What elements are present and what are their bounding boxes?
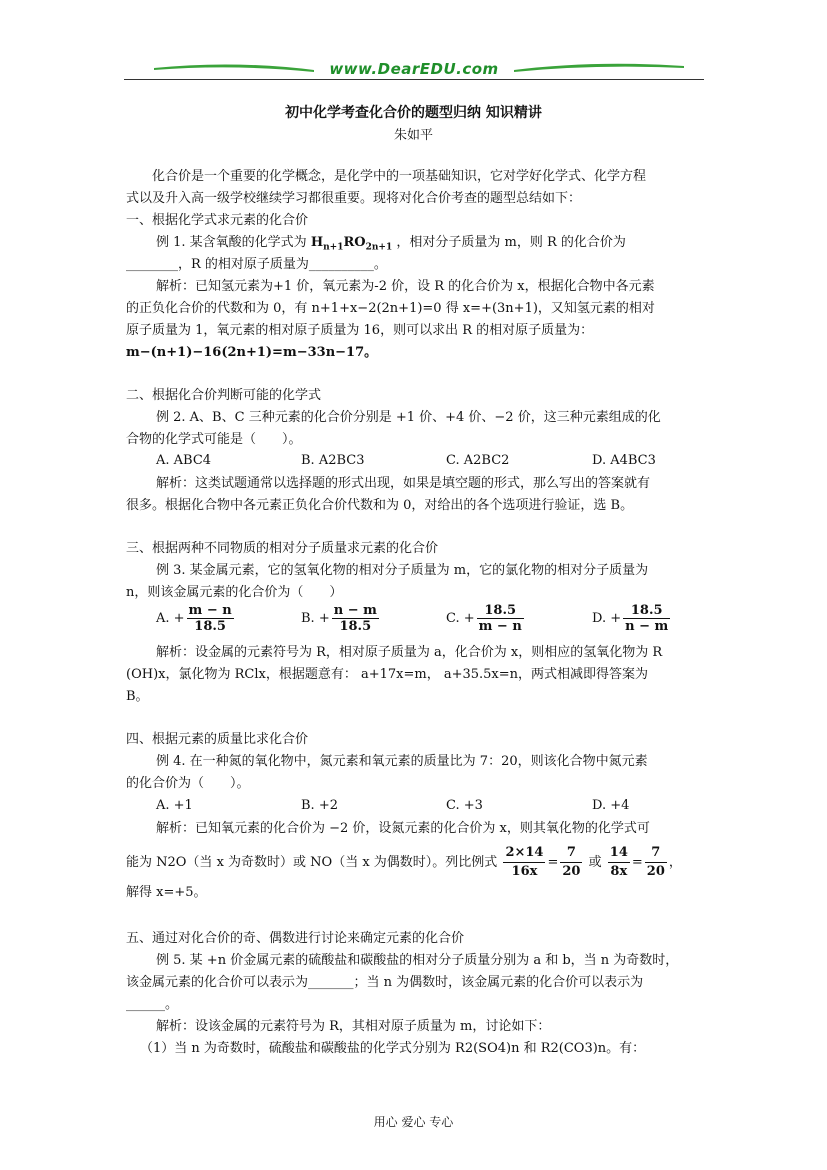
option-4d: D. +4 [592, 798, 630, 813]
example-4-line-1: 例 4. 在一种氮的氧化物中，氮元素和氧元素的质量比为 7：20，则该化合物中氮元素 [156, 754, 648, 769]
section-5-heading: 五、通过对化合价的奇、偶数进行讨论来确定元素的化合价 [126, 931, 465, 946]
intro-line-1: 化合价是一个重要的化学概念，是化学中的一项基础知识，它对学好化学式、化学方程 [152, 169, 647, 184]
section-1-heading: 一、根据化学式求元素的化合价 [126, 213, 309, 228]
page-title: 初中化学考查化合价的题型归纳 知识精讲 [285, 105, 542, 121]
option-2b: B. A2BC3 [301, 453, 365, 468]
analysis-4-line-3: 解得 x=+5。 [126, 885, 207, 900]
section-3-heading: 三、根据两种不同物质的相对分子质量求元素的化合价 [126, 541, 439, 556]
page-footer: 用心 爱心 专心 [373, 1115, 454, 1129]
analysis-1-line-4: m−(n+1)−16(2n+1)=m−33n−17。 [126, 345, 378, 360]
analysis-3-line-1: 解析：设金属的元素符号为 R，相对原子质量为 a，化合价为 x，则相应的氢氧化物为 R [156, 645, 663, 660]
site-url: www.DearEDU.com [329, 60, 499, 78]
author: 朱如平 [393, 128, 433, 143]
example-5-line-2: 该金属元素的化合价可以表示为_______；当 n 为偶数时，该金属元素的化合价可以表示为 [126, 975, 644, 990]
analysis-5-line-2: （1）当 n 为奇数时，硫酸盐和碳酸盐的化学式分别为 R2(SO4)n 和 R2(CO3)n。有： [140, 1041, 646, 1056]
section-2-heading: 二、根据化合价判断可能的化学式 [126, 388, 322, 403]
analysis-2-line-1: 解析：这类试题通常以选择题的形式出现，如果是填空题的形式，那么写出的答案就有 [156, 476, 651, 491]
analysis-3-line-3: B。 [126, 689, 149, 704]
analysis-1-line-2: 的正负化合价的代数和为 0，有 n+1+x−2(2n+1)=0 得 x=+(3n+1)，又知氢元素的相对 [126, 301, 655, 316]
intro-line-2: 式以及升入高一级学校继续学习都很重要。现将对化合价考查的题型总结如下： [126, 191, 582, 206]
header-rule [124, 79, 704, 80]
example-5-line-3: ______。 [126, 997, 179, 1012]
analysis-2-line-2: 很多。根据化合物中各元素正负化合价代数和为 0，对给出的各个选项进行验证，选 B。 [126, 498, 634, 513]
example-1-line-1: 例 1. 某含氧酸的化学式为 $H_{n+1}RO_{2n+1}$ ，相对分子质量为 m，则 R 的化合价为 [156, 235, 626, 253]
option-2c: C. A2BC2 [446, 453, 510, 468]
analysis-4-line-1: 解析：已知氧元素的化合价为 −2 价，设氮元素的化合价为 x，则其氧化物的化学式可 [156, 821, 650, 836]
option-3a: A. + $\frac{m - n}{18.5}$ [156, 603, 232, 634]
option-4b: B. +2 [301, 798, 338, 813]
section-4-heading: 四、根据元素的质量比求化合价 [126, 732, 309, 747]
option-2d: D. A4BC3 [592, 453, 656, 468]
example-3-line-2: n，则该金属元素的化合价为（ ） [126, 585, 343, 600]
example-4-line-2: 的化合价为（ ）。 [126, 776, 250, 791]
example-3-line-1: 例 3. 某金属元素，它的氢氧化物的相对分子质量为 m，它的氯化物的相对分子质量为 [156, 563, 649, 578]
example-2-line-1: 例 2. A、B、C 三种元素的化合价分别是 +1 价、+4 价、−2 价，这三种元素组成的化 [156, 410, 661, 425]
option-4a: A. +1 [156, 798, 193, 813]
example-5-line-1: 例 5. 某 +n 价金属元素的硫酸盐和碳酸盐的相对分子质量分别为 a 和 b，当 n 为奇数时， [156, 953, 679, 968]
analysis-1-line-1: 解析：已知氢元素为+1 价，氧元素为-2 价，设 R 的化合价为 x，根据化合物中各元素 [156, 279, 655, 294]
option-4c: C. +3 [446, 798, 483, 813]
option-3c: C. + $\frac{18.5}{m - n}$ [446, 603, 522, 634]
example-2-line-2: 合物的化学式可能是（ ）。 [126, 432, 302, 447]
option-2a: A. ABC4 [156, 453, 212, 468]
analysis-3-line-2: (OH)x，氯化物为 RClx，根据题意有： a+17x=m， a+35.5x=n，两式相减即得答案为 [126, 667, 649, 682]
analysis-4-line-2: 能为 N2O（当 x 为奇数时）或 NO（当 x 为偶数时）。列比例式 $\frac{2\times 14}{16x}$ = $\frac{7}{20}$ 或 $\frac{14}{8x}$ = $\frac{7}{20}$ ， [126, 845, 682, 879]
option-3d: D. + $\frac{18.5}{n - m}$ [592, 603, 669, 634]
analysis-1-line-3: 原子质量为 1，氧元素的相对原子质量为 16，则可以求出 R 的相对原子质量为： [126, 323, 594, 338]
example-1-line-2: ________，R 的相对原子质量为__________。 [126, 257, 387, 272]
analysis-5-line-1: 解析：设该金属的元素符号为 R，其相对原子质量为 m，讨论如下： [156, 1019, 551, 1034]
option-3b: B. + $\frac{n - m}{18.5}$ [301, 603, 377, 634]
